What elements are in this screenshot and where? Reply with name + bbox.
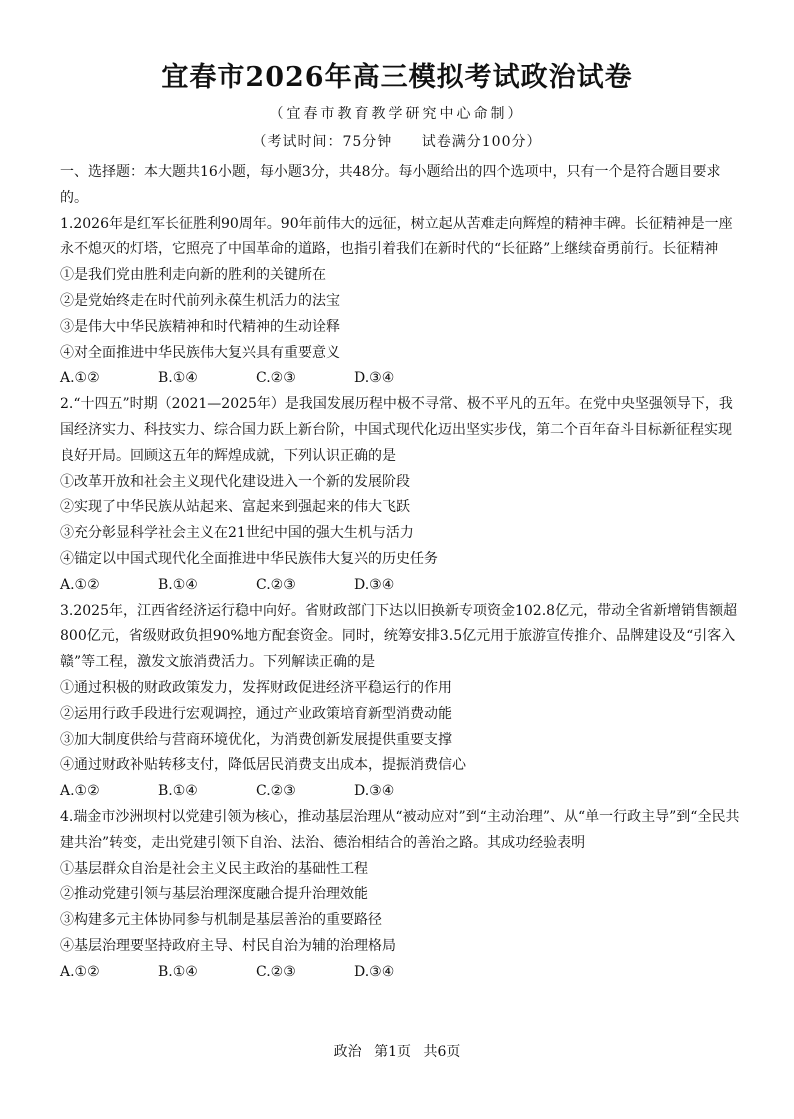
answer-choices (60, 960, 740, 986)
answer-choices (60, 573, 740, 599)
question-2 (60, 392, 740, 598)
choice-d: D.③④ (354, 576, 395, 593)
choice-a: A.①② (60, 783, 100, 800)
choice-b: B.①④ (158, 963, 198, 980)
section-heading: 一、选择题：本大题共16小题，每小题3分，共48分。每小题给出的四个选项中，只有一个是符合题目要求的。 (60, 164, 721, 206)
exam-time: （考试时间：75分钟 (252, 134, 393, 150)
question-1 (60, 212, 740, 393)
question-item: ③充分彰显科学社会主义在21世纪中国的强大生机与活力 (60, 525, 414, 542)
choice-a: A.①② (60, 963, 100, 980)
question-stem: 1.2026年是红军长征胜利90周年。90年前伟大的远征，树立起从苦难走向辉煌的精神丰碑。长征精神是一座永不熄灭的灯塔，它照亮了中国革命的道路，也指引着我们在新时代的“长征路”上继续奋勇前行。长征精神 (60, 215, 733, 258)
question-item: ②实现了中华民族从站起来、富起来到强起来的伟大飞跃 (60, 499, 410, 516)
footer-total-pages: 共6页 (423, 1044, 461, 1060)
question-stem: 4.瑞金市沙洲坝村以党建引领为核心，推动基层治理从“被动应对”到“主动治理”、从“单一行政主导”到“全民共建共治”转变，走出党建引领下自治、法治、德治相结合的善治之路。其成功经验表明 (60, 808, 740, 851)
question-item: ①改革开放和社会主义现代化建设进入一个新的发展阶段 (60, 473, 410, 490)
choice-b: B.①④ (158, 370, 198, 387)
question-4 (60, 805, 740, 986)
choice-d: D.③④ (354, 963, 395, 980)
question-item: ①通过积极的财政政策发力，发挥财政促进经济平稳运行的作用 (60, 679, 452, 696)
question-item: ③是伟大中华民族精神和时代精神的生动诠释 (60, 318, 340, 335)
question-item: ②运用行政手段进行宏观调控，通过产业政策培育新型消费动能 (60, 705, 452, 722)
choice-a: A.①② (60, 370, 100, 387)
question-item: ③构建多元主体协同参与机制是基层善治的重要路径 (60, 912, 382, 929)
question-item: ①是我们党由胜利走向新的胜利的关键所在 (60, 267, 326, 284)
answer-choices (60, 779, 740, 805)
exam-score: 试卷满分100分） (421, 134, 542, 150)
question-stem: 2.“十四五”时期（2021—2025年）是我国发展历程中极不寻常、极不平凡的五年。在党中央坚强领导下，我国经济实力、科技实力、综合国力跃上新台阶，中国式现代化迈出坚实步伐，第二个百年奋斗目标新征程实现良好开局。回顾这五年的辉煌成就，下列认识正确的是 (60, 396, 733, 464)
question-item: ④锚定以中国式现代化全面推进中华民族伟大复兴的历史任务 (60, 550, 438, 567)
choice-b: B.①④ (158, 576, 198, 593)
question-item: ②是党始终走在时代前列永葆生机活力的法宝 (60, 292, 340, 309)
exam-body (60, 160, 740, 986)
footer-page-number: 第1页 (374, 1044, 411, 1060)
question-item: ④通过财政补贴转移支付，降低居民消费支出成本，提振消费信心 (60, 757, 466, 774)
question-item: ②推动党建引领与基层治理深度融合提升治理效能 (60, 886, 368, 903)
question-item: ③加大制度供给与营商环境优化，为消费创新发展提供重要支撑 (60, 731, 452, 748)
choice-c: C.②③ (256, 783, 296, 800)
question-item: ④对全面推进中华民族伟大复兴具有重要意义 (60, 344, 340, 361)
choice-c: C.②③ (256, 963, 296, 980)
choice-c: C.②③ (256, 576, 296, 593)
choice-b: B.①④ (158, 783, 198, 800)
question-item: ①基层群众自治是社会主义民主政治的基础性工程 (60, 860, 368, 877)
answer-choices (60, 366, 740, 392)
question-3 (60, 599, 740, 805)
page-footer (0, 1041, 794, 1061)
choice-d: D.③④ (354, 370, 395, 387)
choice-d: D.③④ (354, 783, 395, 800)
exam-info (0, 131, 794, 151)
choice-c: C.②③ (256, 370, 296, 387)
footer-subject: 政治 (333, 1044, 362, 1060)
question-stem: 3.2025年，江西省经济运行稳中向好。省财政部门下达以旧换新专项资金102.8亿元，带动全省新增销售额超800亿元，省级财政负担90%地方配套资金。同时，统筹安排3.5亿元用于旅游宣传推介、品牌建设及“引客入赣”等工程，激发文旅消费活力。下列解读正确的是 (60, 602, 738, 671)
choice-a: A.①② (60, 576, 100, 593)
exam-title: 宜春市2026年高三模拟考试政治试卷 (161, 62, 633, 93)
question-item: ④基层治理要坚持政府主导、村民自治为辅的治理格局 (60, 937, 396, 954)
exam-subtitle: （宜春市教育教学研究中心命制） (269, 106, 525, 122)
